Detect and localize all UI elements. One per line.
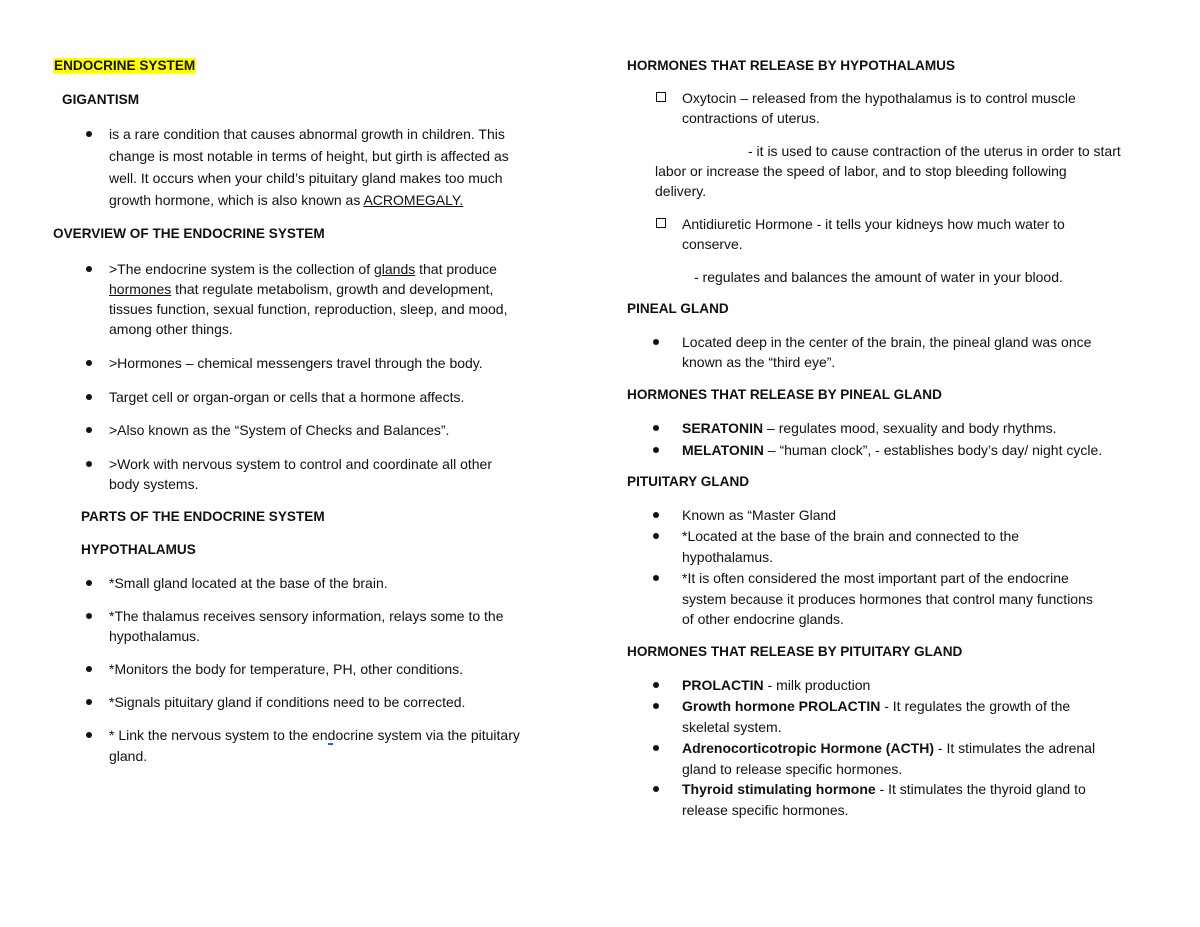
bullet-dot <box>86 131 92 137</box>
prolactin-text: - milk production <box>763 677 871 693</box>
adh-note: - regulates and balances the amount of water in your blood. <box>694 269 1063 285</box>
pituitary-item-1: Known as “Master Gland <box>682 507 837 523</box>
prolactin-term: PROLACTIN <box>682 677 764 693</box>
growth-hormone-text: - It regulates the growth of the <box>880 698 1071 714</box>
hypothalamus-item-2-line-2: hypothalamus. <box>109 628 201 644</box>
tsh-line-1 <box>682 779 1086 799</box>
overview-b2: >Hormones – chemical messengers travel through the body. <box>109 355 483 371</box>
pituitary-heading: PITUITARY GLAND <box>627 474 750 489</box>
hypothalamus-heading: HYPOTHALAMUS <box>81 542 196 557</box>
oxytocin-note-line-3: delivery. <box>655 183 707 199</box>
overview-b5-line-1: >Work with nervous system to control and coordinate all other <box>109 456 492 472</box>
bullet-dot <box>86 394 92 400</box>
pituitary-item-3-line-3: of other endocrine glands. <box>682 611 844 627</box>
bullet-dot <box>86 699 92 705</box>
pineal-hormones-heading: HORMONES THAT RELEASE BY PINEAL GLAND <box>627 387 942 402</box>
tsh-text: - It stimulates the thyroid gland to <box>875 781 1086 797</box>
overview-b4: >Also known as the “System of Checks and Balances”. <box>109 422 450 438</box>
tsh-line-2: release specific hormones. <box>682 802 849 818</box>
pineal-line-2: known as the “third eye”. <box>682 354 836 370</box>
acth-term: Adrenocorticotropic Hormone (ACTH) <box>682 740 934 756</box>
pineal-line-1: Located deep in the center of the brain, the pineal gland was once <box>682 334 1092 350</box>
growth-hormone-line-2: skeletal system. <box>682 719 782 735</box>
growth-hormone-term: Growth hormone PROLACTIN <box>682 698 881 714</box>
hypothalamus-hormones-heading: HORMONES THAT RELEASE BY HYPOTHALAMUS <box>627 58 956 73</box>
growth-hormone-line-1 <box>682 696 1070 716</box>
bullet-dot <box>653 703 659 709</box>
seratonin-item <box>682 418 1057 438</box>
melatonin-item <box>682 440 1102 460</box>
bullet-dot <box>653 575 659 581</box>
melatonin-text: – “human clock”, - establishes body’s day/ night cycle. <box>763 442 1103 458</box>
bullet-dot <box>86 266 92 272</box>
bullet-dot <box>653 339 659 345</box>
checkbox-bullet-icon <box>656 92 666 102</box>
checkbox-bullet-icon <box>656 218 666 228</box>
oxytocin-line-2: contractions of uterus. <box>682 110 820 126</box>
bullet-dot <box>653 533 659 539</box>
bullet-dot <box>653 786 659 792</box>
gigantism-line-4-text: growth hormone, which is also known as <box>109 192 364 208</box>
bullet-dot <box>86 360 92 366</box>
prolactin-item <box>682 675 870 695</box>
oxytocin-line-1: Oxytocin – released from the hypothalamus is to control muscle <box>682 90 1076 106</box>
seratonin-term: SERATONIN <box>682 420 764 436</box>
adh-line-2: conserve. <box>682 236 743 252</box>
overview-b1-text: that regulate metabolism, growth and development, <box>171 281 494 297</box>
bullet-dot <box>86 461 92 467</box>
melatonin-term: MELATONIN <box>682 442 764 458</box>
bullet-dot <box>653 745 659 751</box>
bullet-dot <box>86 427 92 433</box>
overview-b3: Target cell or organ-organ or cells that a hormone affects. <box>109 389 465 405</box>
bullet-dot <box>653 512 659 518</box>
hormones-term: hormones <box>109 281 172 297</box>
glands-term: glands <box>373 261 416 277</box>
pituitary-item-2-line-2: hypothalamus. <box>682 549 774 565</box>
hypothalamus-item-5-line-1: * Link the nervous system to the endocrine system via the pituitary <box>109 727 520 743</box>
tsh-term: Thyroid stimulating hormone <box>682 781 876 797</box>
gigantism-line-3: well. It occurs when your child’s pituitary gland makes too much <box>109 170 503 186</box>
title-highlight: ENDOCRINE SYSTEM <box>54 58 196 73</box>
overview-b1-line-2 <box>109 279 493 299</box>
document-title <box>53 56 196 76</box>
acth-text: - It stimulates the adrenal <box>934 740 1096 756</box>
gigantism-heading: GIGANTISM <box>62 92 140 107</box>
pituitary-hormones-heading: HORMONES THAT RELEASE BY PITUITARY GLAND <box>627 644 963 659</box>
parts-heading: PARTS OF THE ENDOCRINE SYSTEM <box>81 509 325 524</box>
hypothalamus-item-5-line-2: gland. <box>109 748 148 764</box>
adh-line-1: Antidiuretic Hormone - it tells your kidneys how much water to <box>682 216 1065 232</box>
spellcheck-mark <box>328 743 333 745</box>
overview-b5-line-2: body systems. <box>109 476 199 492</box>
overview-b1-text: that produce <box>415 261 497 277</box>
pineal-heading: PINEAL GLAND <box>627 301 729 316</box>
bullet-dot <box>86 580 92 586</box>
acth-line-2: gland to release specific hormones. <box>682 761 903 777</box>
hypothalamus-item-3: *Monitors the body for temperature, PH, other conditions. <box>109 661 464 677</box>
seratonin-text: – regulates mood, sexuality and body rhythms. <box>763 420 1057 436</box>
bullet-dot <box>653 682 659 688</box>
overview-b1-line-1 <box>109 259 497 279</box>
bullet-dot <box>653 447 659 453</box>
bullet-dot <box>653 425 659 431</box>
gigantism-line-2: change is most notable in terms of height, but girth is affected as <box>109 148 509 164</box>
gigantism-line-1: is a rare condition that causes abnormal growth in children. This <box>109 126 505 142</box>
pituitary-item-2-line-1: *Located at the base of the brain and connected to the <box>682 528 1020 544</box>
overview-heading: OVERVIEW OF THE ENDOCRINE SYSTEM <box>53 226 325 241</box>
hypothalamus-item-4: *Signals pituitary gland if conditions need to be corrected. <box>109 694 466 710</box>
overview-b1-text: >The endocrine system is the collection of <box>109 261 374 277</box>
hypothalamus-item-2-line-1: *The thalamus receives sensory information, relays some to the <box>109 608 504 624</box>
gigantism-line-4 <box>109 190 463 210</box>
hypothalamus-item-1: *Small gland located at the base of the brain. <box>109 575 388 591</box>
acth-line-1 <box>682 738 1095 758</box>
oxytocin-note-line-2: labor or increase the speed of labor, and to stop bleeding following <box>655 163 1067 179</box>
bullet-dot <box>86 613 92 619</box>
pituitary-item-3-line-1: *It is often considered the most important part of the endocrine <box>682 570 1069 586</box>
oxytocin-note-line-1: - it is used to cause contraction of the uterus in order to start <box>748 143 1121 159</box>
pituitary-item-3-line-2: system because it produces hormones that control many functions <box>682 591 1093 607</box>
overview-b1-line-3: tissues function, sexual function, reproduction, sleep, and mood, <box>109 301 508 317</box>
bullet-dot <box>86 732 92 738</box>
acromegaly-term: ACROMEGALY. <box>363 192 464 208</box>
bullet-dot <box>86 666 92 672</box>
overview-b1-line-4: among other things. <box>109 321 233 337</box>
